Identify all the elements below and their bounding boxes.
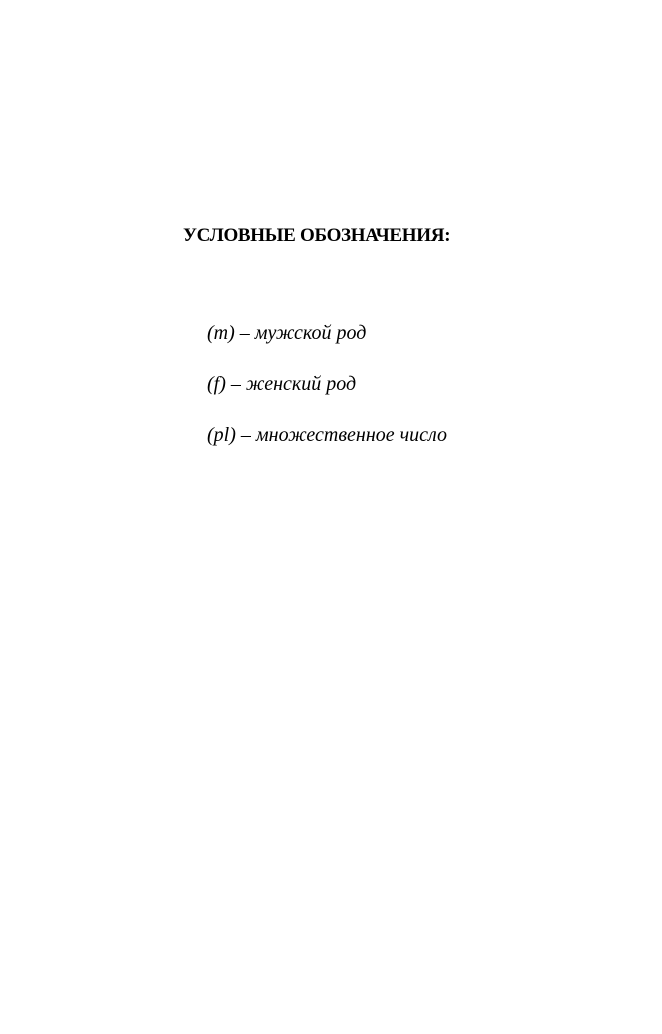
legend-list	[207, 320, 447, 473]
legend-item-plural: (pl) – множественное число	[207, 424, 447, 446]
legend-item-feminine: (f) – женский род	[207, 373, 357, 395]
legend-item-masculine: (m) – мужской род	[207, 322, 367, 344]
legend-heading: УСЛОВНЫЕ ОБОЗНАЧЕНИЯ:	[183, 225, 451, 246]
